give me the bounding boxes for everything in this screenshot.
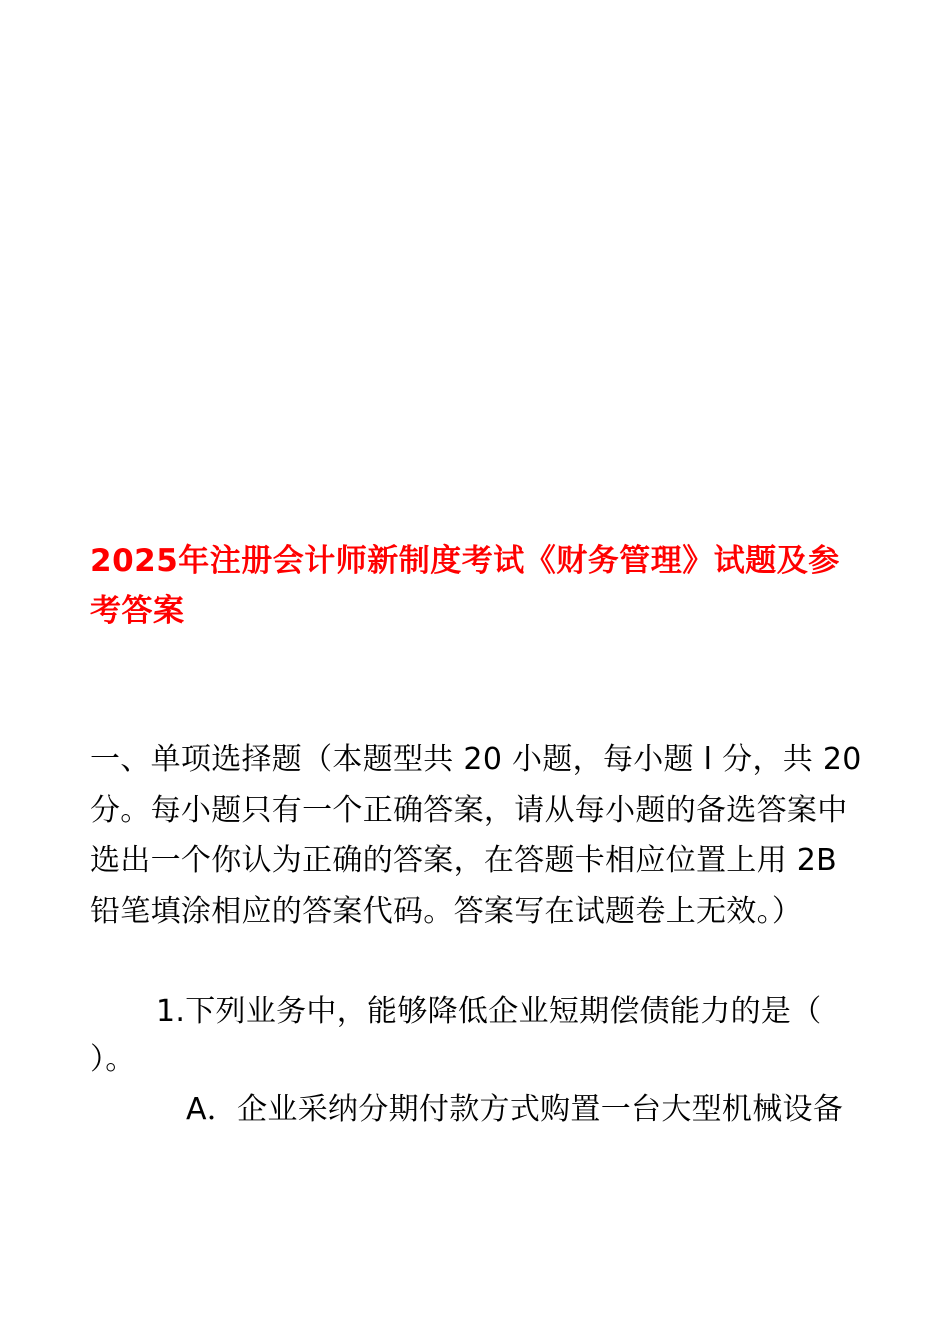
section-instructions: 一、单项选择题（本题型共 20 小题，每小题 l 分，共 20 分。每小题只有一个正确答案，请从每小题的备选答案中选出一个你认为正确的答案，在答题卡相应位置上用 2B 铅笔填涂相应的答案代码。答案写在试题卷上无效。） bbox=[90, 742, 862, 929]
question-1-text: 1.下列业务中，能够降低企业短期偿债能力的是（ ）。 bbox=[90, 994, 822, 1077]
question-1-option-a: A．企业采纳分期付款方式购置一台大型机械设备 bbox=[186, 1092, 844, 1127]
document-title: 2025年注册会计师新制度考试《财务管理》试题及参考答案 bbox=[90, 543, 840, 629]
